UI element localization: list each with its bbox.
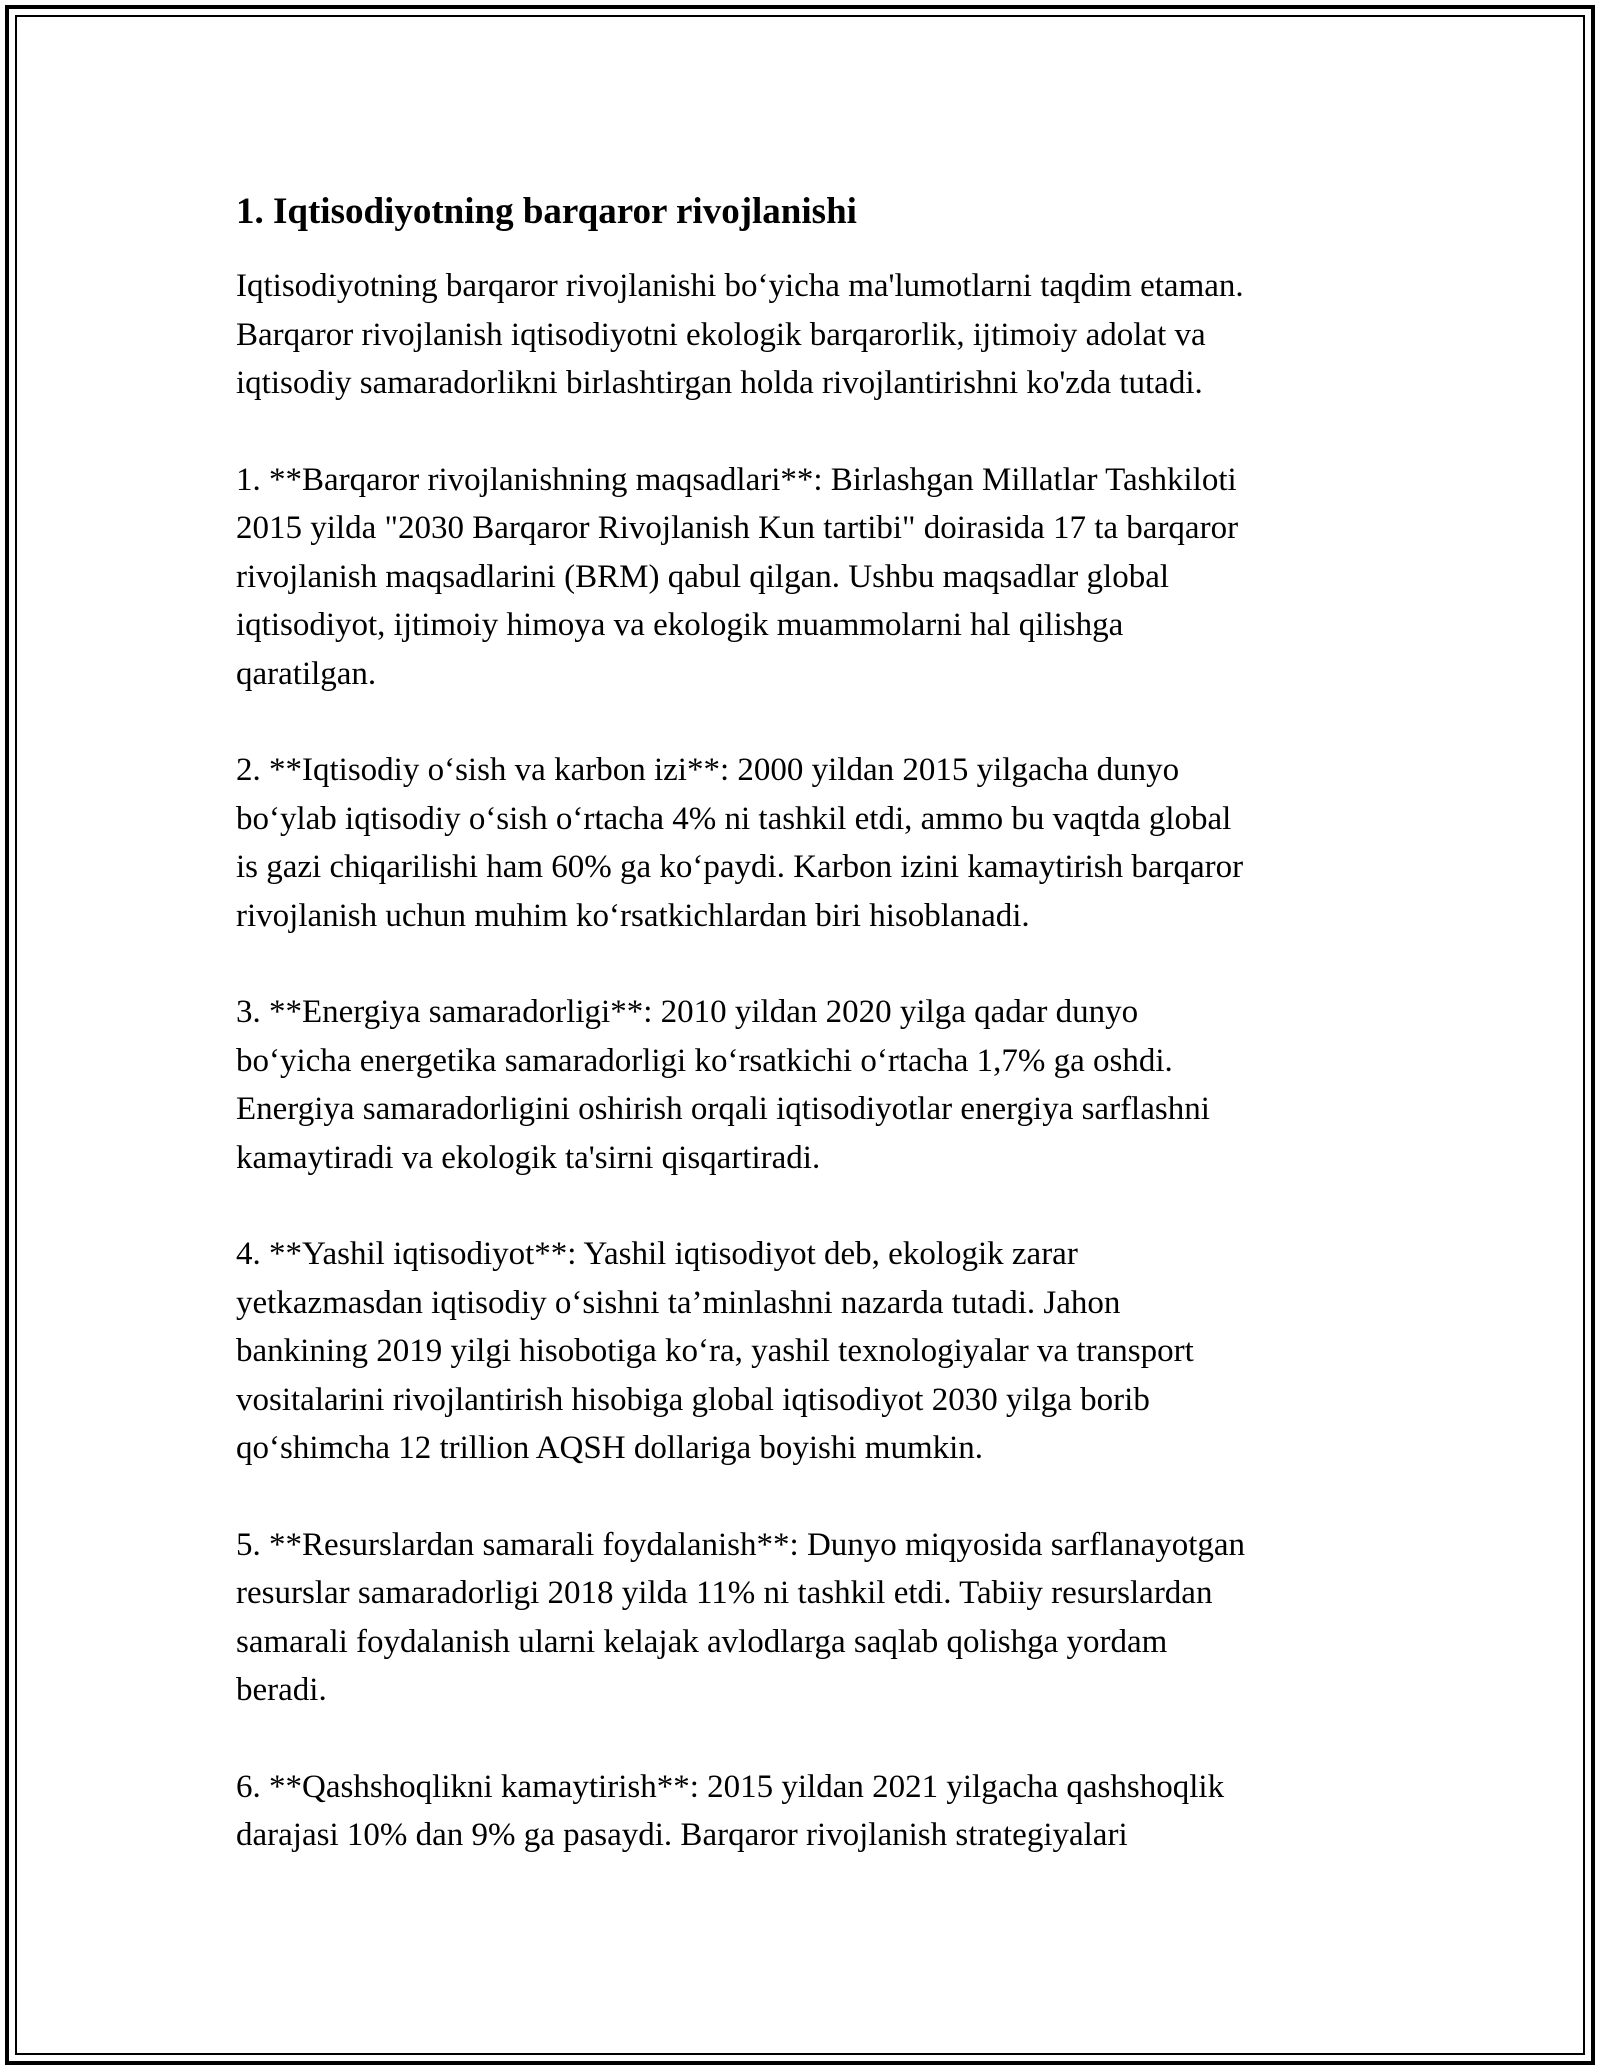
- text-line: qo‘shimcha 12 trillion AQSH dollariga boyishi mumkin.: [236, 1430, 984, 1466]
- text-line: rivojlanish maqsadlarini (BRM) qabul qilgan. Ushbu maqsadlar global: [236, 558, 1170, 595]
- document-body: [236, 188, 1366, 1908]
- text-line: 5. **Resurslardan samarali foydalanish**: Dunyo miqyosida sarflanayotgan: [236, 1526, 1246, 1563]
- text-line: bankining 2019 yilgi hisobotiga ko‘ra, yashil texnologiyalar va transport: [236, 1333, 1194, 1369]
- text-line: 6. **Qashshoqlikni kamaytirish**: 2015 yildan 2021 yilgacha qashshoqlik: [236, 1768, 1225, 1805]
- text-line: iqtisodiy samaradorlikni birlashtirgan holda rivojlantirishni ko'zda tutadi.: [236, 365, 1203, 401]
- text-line: Iqtisodiyotning barqaror rivojlanishi bo‘yicha ma'lumotlarni taqdim etaman.: [236, 268, 1244, 304]
- text-line: yetkazmasdan iqtisodiy o‘sishni ta’minlashni nazarda tutadi. Jahon: [236, 1284, 1121, 1321]
- text-line: rivojlanish uchun muhim ko‘rsatkichlardan biri hisoblanadi.: [236, 897, 1030, 934]
- text-line: kamaytiradi va ekologik ta'sirni qisqartiradi.: [236, 1139, 821, 1176]
- intro-paragraph: [236, 262, 1366, 408]
- text-line: 4. **Yashil iqtisodiyot**: Yashil iqtisodiyot deb, ekologik zarar: [236, 1236, 1078, 1272]
- text-line: Barqaror rivojlanish iqtisodiyotni ekologik barqarorlik, ijtimoiy adolat va: [236, 316, 1206, 353]
- text-line: vositalarini rivojlantirish hisobiga global iqtisodiyot 2030 yilga borib: [236, 1381, 1150, 1418]
- list-item-paragraph-3: [236, 988, 1366, 1182]
- list-item-paragraph-6: [236, 1763, 1366, 1860]
- text-line: is gazi chiqarilishi ham 60% ga ko‘paydi. Karbon izini kamaytirish barqaror: [236, 849, 1244, 885]
- text-line: bo‘ylab iqtisodiy o‘sish o‘rtacha 4% ni tashkil etdi, ammo bu vaqtda global: [236, 800, 1232, 837]
- text-line: samarali foydalanish ularni kelajak avlodlarga saqlab qolishga yordam: [236, 1623, 1168, 1660]
- text-line: Energiya samaradorligini oshirish orqali iqtisodiyotlar energiya sarflashni: [236, 1091, 1210, 1127]
- text-line: 3. **Energiya samaradorligi**: 2010 yildan 2020 yilga qadar dunyo: [236, 994, 1139, 1030]
- text-line: 1. **Barqaror rivojlanishning maqsadlari**: Birlashgan Millatlar Tashkiloti: [236, 461, 1237, 498]
- text-line: resurslar samaradorligi 2018 yilda 11% ni tashkil etdi. Tabiiy resurslardan: [236, 1575, 1213, 1611]
- list-item-paragraph-4: [236, 1230, 1366, 1473]
- text-line: darajasi 10% dan 9% ga pasaydi. Barqaror rivojlanish strategiyalari: [236, 1817, 1128, 1853]
- text-line: bo‘yicha energetika samaradorligi ko‘rsatkichi o‘rtacha 1,7% ga oshdi.: [236, 1042, 1173, 1079]
- list-item-paragraph-5: [236, 1521, 1366, 1715]
- text-line: qaratilgan.: [236, 655, 377, 692]
- text-line: iqtisodiyot, ijtimoiy himoya va ekologik muammolarni hal qilishga: [236, 607, 1124, 643]
- text-line: 2. **Iqtisodiy o‘sish va karbon izi**: 2000 yildan 2015 yilgacha dunyo: [236, 752, 1180, 788]
- text-line: beradi.: [236, 1672, 327, 1708]
- list-item-paragraph-2: [236, 746, 1366, 940]
- text-line: 2015 yilda "2030 Barqaror Rivojlanish Kun tartibi" doirasida 17 ta barqaror: [236, 510, 1239, 546]
- section-heading: 1. Iqtisodiyotning barqaror rivojlanishi: [236, 191, 857, 232]
- list-item-paragraph-1: [236, 456, 1366, 699]
